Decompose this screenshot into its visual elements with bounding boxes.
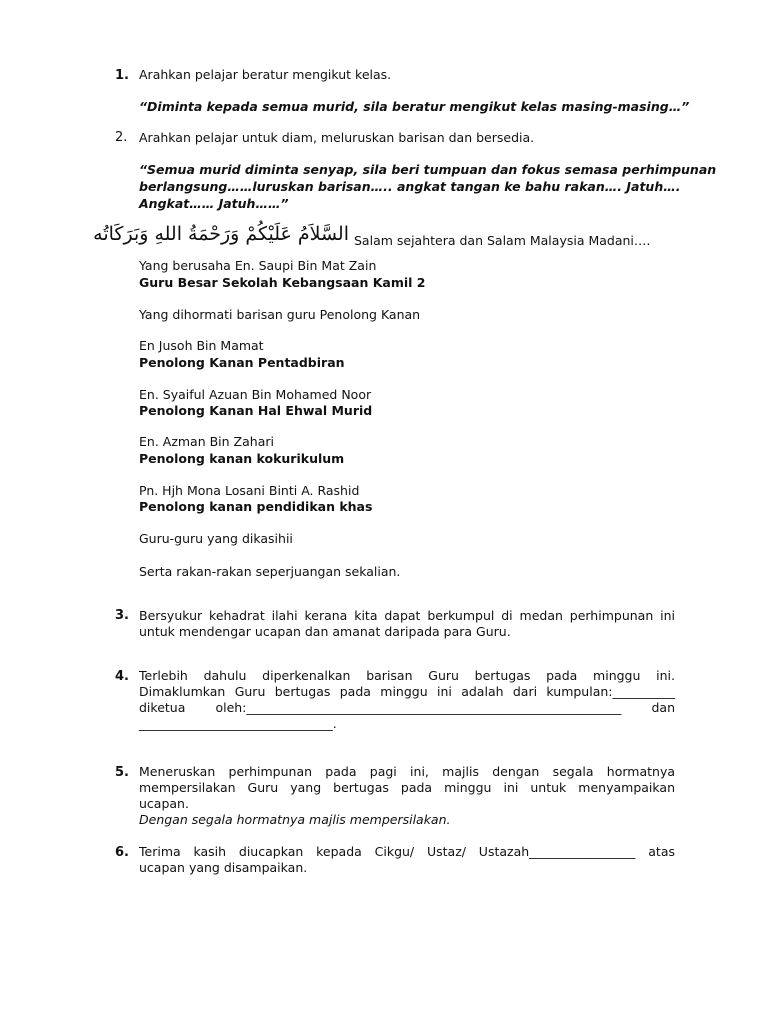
item-2-text: Arahkan pelajar untuk diam, meluruskan barisan dan bersedia. [139, 130, 535, 145]
item-4-line-4: _______________________________. [139, 716, 337, 731]
dignitary-6-title: Penolong kanan pendidikan khas [139, 499, 373, 514]
item-3-line-1: Bersyukur kehadrat ilahi kerana kita dapat berkumpul di medan perhimpunan ini [139, 608, 675, 623]
item-4-line-2: Dimaklumkan Guru bertugas pada minggu ini adalah dari kumpulan:__________ [139, 684, 675, 699]
item-3-text [139, 608, 675, 640]
item-5-italic-line: Dengan segala hormatnya majlis mempersilakan. [139, 812, 451, 827]
teachers-line: Guru-guru yang dikasihii [139, 531, 293, 546]
item-5-line-2: mempersilakan Guru yang bertugas pada minggu ini untuk menyampaikan [139, 780, 675, 795]
dignitary-1-name: Yang berusaha En. Saupi Bin Mat Zain [139, 258, 377, 273]
item-6-text [139, 844, 675, 876]
dignitary-4-name: En. Syaiful Azuan Bin Mohamed Noor [139, 387, 372, 402]
item-6-line-2: ucapan yang disampaikan. [139, 860, 308, 875]
item-1-number: 1. [115, 68, 129, 83]
item-4-line-1: Terlebih dahulu diperkenalkan barisan Guru bertugas pada minggu ini. [139, 668, 675, 683]
arabic-greeting: السَّلاَمُ عَلَيْكُمْ وَرَحْمَةُ اللهِ وَبَرَكَاتُه [93, 223, 349, 245]
item-5-number: 5. [115, 765, 129, 780]
item-6-line-1: Terima kasih diucapkan kepada Cikgu/ Ustaz/ Ustazah_________________ atas [139, 844, 675, 859]
item-5-line-3: ucapan. [139, 796, 189, 811]
dignitary-3-title: Penolong Kanan Pentadbiran [139, 355, 345, 370]
item-5-text [139, 764, 675, 828]
item-4-text [139, 668, 675, 732]
item-1-quote: “Diminta kepada semua murid, sila beratur mengikut kelas masing-masing…” [139, 99, 690, 114]
comrades-line: Serta rakan-rakan seperjuangan sekalian. [139, 564, 401, 579]
dignitary-5-title: Penolong kanan kokurikulum [139, 451, 345, 466]
item-2-quote-line-2: berlangsung……luruskan barisan….. angkat tangan ke bahu rakan…. Jatuh…. [139, 179, 681, 194]
item-3-line-2: untuk mendengar ucapan dan amanat daripada para Guru. [139, 624, 511, 639]
dignitary-6-name: Pn. Hjh Mona Losani Binti A. Rashid [139, 483, 360, 498]
item-2-quote-line-1: “Semua murid diminta senyap, sila beri tumpuan dan fokus semasa perhimpunan [139, 162, 717, 177]
dignitary-4-title: Penolong Kanan Hal Ehwal Murid [139, 403, 373, 418]
greeting-text: Salam sejahtera dan Salam Malaysia Madani…. [354, 233, 651, 248]
item-5-line-1: Meneruskan perhimpunan pada pagi ini, majlis dengan segala hormatnya [139, 764, 675, 779]
item-6-number: 6. [115, 845, 129, 860]
item-2-quote-line-3: Angkat…… Jatuh……” [139, 196, 289, 211]
item-2-number: 2. [115, 130, 128, 145]
item-4-number: 4. [115, 669, 129, 684]
dignitary-1-title: Guru Besar Sekolah Kebangsaan Kamil 2 [139, 275, 426, 290]
dignitary-3-name: En Jusoh Bin Mamat [139, 338, 264, 353]
dignitary-5-name: En. Azman Bin Zahari [139, 434, 274, 449]
item-1-text: Arahkan pelajar beratur mengikut kelas. [139, 67, 392, 82]
item-3-number: 3. [115, 608, 129, 623]
item-4-line-3: diketua oleh:____________________________________________________________ dan [139, 700, 675, 715]
dignitary-2-name: Yang dihormati barisan guru Penolong Kanan [139, 307, 421, 322]
